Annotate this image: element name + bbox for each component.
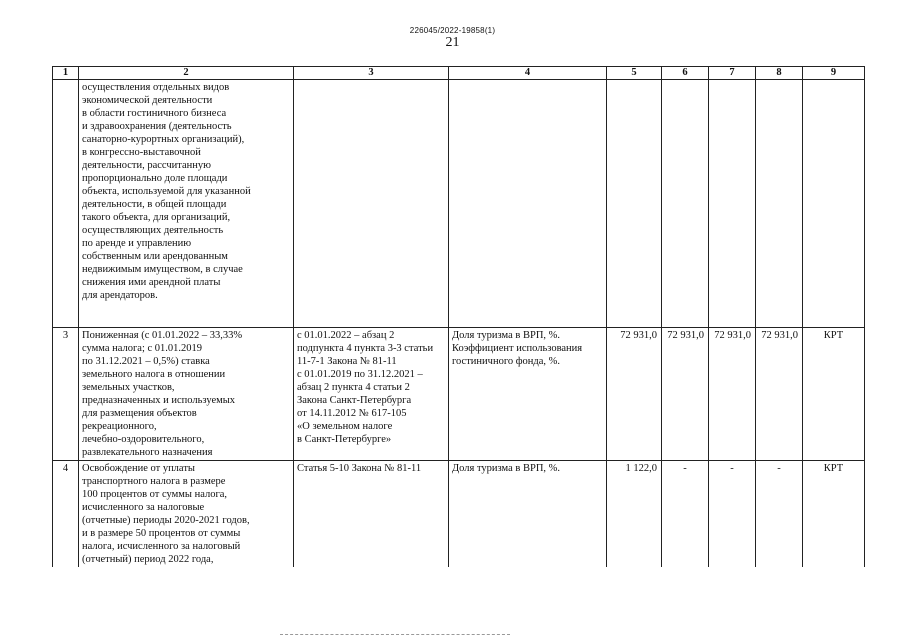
- row-number: [53, 80, 79, 328]
- tax-benefits-table: [52, 66, 865, 567]
- value-col6: -: [662, 461, 709, 568]
- benefit-description: осуществления отдельных видов экономической деятельности в области гостиничного бизнеса и здравоохранения (деятельность санаторно-курортных организаций), в конгрессно-выставочной деятельности, рассчитанную пропорционально доле площади объекта, используемой для указанной деятельности, в общей площади такого объекта, для организаций, осуществляющих деятельность по аренде и управлению собственным или арендованным недвижимым имуществом, в случае снижения ими арендной платы для арендаторов.: [79, 80, 294, 328]
- value-col8: -: [756, 461, 803, 568]
- legal-basis: [294, 80, 449, 328]
- value-col6: 72 931,0: [662, 328, 709, 461]
- page-number: 21: [445, 35, 460, 50]
- column-header: 4: [449, 67, 607, 80]
- column-header: 9: [803, 67, 865, 80]
- value-col6: [662, 80, 709, 328]
- benefit-description: Пониженная (с 01.01.2022 – 33,33% сумма налога; с 01.01.2019 по 31.12.2021 – 0,5%) ставка земельного налога в отношении земельных участков, предназначенных и используемых для размещения объектов рекреационного, лечебно-оздоровительного, развлекательного назначения: [79, 328, 294, 461]
- legal-basis: с 01.01.2022 – абзац 2 подпункта 4 пункта 3-3 статьи 11-7-1 Закона № 81-11 с 01.01.2019 по 31.12.2021 – абзац 2 пункта 4 статьи 2 Закона Санкт-Петербурга от 14.11.2012 № 617-105 «О земельном налоге в Санкт-Петербурге»: [294, 328, 449, 461]
- row-number: 4: [53, 461, 79, 568]
- column-header: 2: [79, 67, 294, 80]
- indicator: Доля туризма в ВРП, %. Коэффициент использования гостиничного фонда, %.: [449, 328, 607, 461]
- curator-code: КРТ: [803, 328, 865, 461]
- column-header: 1: [53, 67, 79, 80]
- curator-code: КРТ: [803, 461, 865, 568]
- column-header: 5: [607, 67, 662, 80]
- value-col7: -: [709, 461, 756, 568]
- column-header: 8: [756, 67, 803, 80]
- table-row: [53, 461, 865, 568]
- column-header: 7: [709, 67, 756, 80]
- document-id: 226045/2022-19858(1): [409, 26, 496, 35]
- table-row: [53, 328, 865, 461]
- value-col8: 72 931,0: [756, 328, 803, 461]
- value-col5: 72 931,0: [607, 328, 662, 461]
- value-col7: [709, 80, 756, 328]
- value-col5: [607, 80, 662, 328]
- table-header-row: [53, 67, 865, 80]
- curator-code: [803, 80, 865, 328]
- column-header: 3: [294, 67, 449, 80]
- indicator: Доля туризма в ВРП, %.: [449, 461, 607, 568]
- value-col7: 72 931,0: [709, 328, 756, 461]
- value-col5: 1 122,0: [607, 461, 662, 568]
- legal-basis: Статья 5-10 Закона № 81-11: [294, 461, 449, 568]
- benefit-description: Освобождение от уплаты транспортного налога в размере 100 процентов от суммы налога, исчисленного за налоговые (отчетные) периоды 2020-2021 годов, и в размере 50 процентов от суммы налога, исчисленного за налоговый (отчетный) период 2022 года,: [79, 461, 294, 568]
- value-col8: [756, 80, 803, 328]
- row-number: 3: [53, 328, 79, 461]
- column-header: 6: [662, 67, 709, 80]
- indicator: [449, 80, 607, 328]
- scan-artifact: [280, 634, 510, 638]
- table-row: [53, 80, 865, 328]
